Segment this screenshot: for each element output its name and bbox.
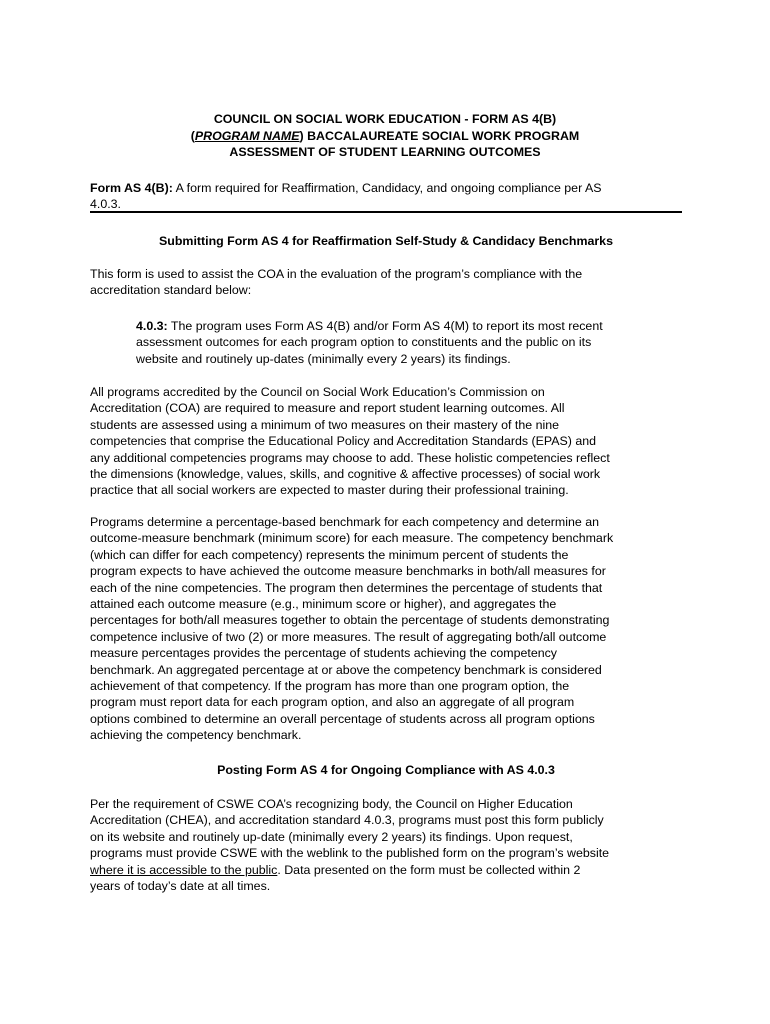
form-desc-line-2: 4.0.3. <box>90 197 122 212</box>
document-title <box>90 111 680 161</box>
program-name-placeholder: PROGRAM NAME <box>194 128 300 143</box>
para-line: each of the nine competencies. The program then determines the percentage of students that <box>90 580 603 595</box>
title-line-1: COUNCIL ON SOCIAL WORK EDUCATION - FORM AS 4(B) <box>213 112 557 126</box>
paragraph-programs-accredited <box>90 384 682 499</box>
para-line: students are assessed using a minimum of two measures on their mastery of the nine <box>90 417 560 432</box>
intro-paragraph <box>90 266 682 299</box>
para-line: options combined to determine an overall percentage of students across all program options <box>90 711 595 726</box>
title-line-3: ASSESSMENT OF STUDENT LEARNING OUTCOMES <box>229 145 541 160</box>
standard-line: assessment outcomes for each program option to constituents and the public on its <box>136 335 592 350</box>
standard-line: The program uses Form AS 4(B) and/or Form AS 4(M) to report its most recent <box>167 319 603 333</box>
para-line: on its website and routinely up-date (minimally every 2 years) its findings. Upon request, <box>90 829 573 844</box>
para-line: program must report data for each program option, and also an aggregate of all program <box>90 695 575 710</box>
para-line: the dimensions (knowledge, values, skills, and cognitive & affective processes) of social work <box>90 467 601 482</box>
para-line: competence inclusive of two (2) or more measures. The result of aggregating both/all outcome <box>90 629 607 644</box>
para-line: measure percentages provides the percentage of students achieving the competency <box>90 646 558 661</box>
horizontal-rule <box>90 211 682 213</box>
para-line: All programs accredited by the Council on Social Work Education’s Commission on <box>90 385 545 399</box>
standard-line: website and routinely up-dates (minimally every 2 years) its findings. <box>136 351 511 366</box>
intro-line: This form is used to assist the COA in the evaluation of the program’s compliance with the <box>90 267 583 281</box>
para-line-continuation: . Data presented on the form must be collected within 2 <box>277 862 581 877</box>
para-line: practice that all social workers are expected to master during their professional training. <box>90 483 569 498</box>
para-line: years of today’s date at all times. <box>90 879 271 894</box>
para-line: percentages for both/all measures together to obtain the percentage of students demonstrating <box>90 613 610 628</box>
paragraph-posting <box>90 796 682 894</box>
para-line: achieving the competency benchmark. <box>90 728 302 743</box>
form-desc-line-1: A form required for Reaffirmation, Candidacy, and ongoing compliance per AS <box>172 181 602 195</box>
standard-label: 4.0.3: <box>136 319 168 333</box>
title-line-2-rest: ) BACCALAUREATE SOCIAL WORK PROGRAM <box>299 128 580 143</box>
form-label: Form AS 4(B): <box>90 181 173 195</box>
title-line-2 <box>90 128 680 145</box>
para-line: Programs determine a percentage-based benchmark for each competency and determine an <box>90 515 599 529</box>
para-line: programs must provide CSWE with the weblink to the published form on the program’s website <box>90 846 610 861</box>
section-heading-submitting: Submitting Form AS 4 for Reaffirmation Self-Study & Candidacy Benchmarks <box>159 234 613 248</box>
para-line: Accreditation (COA) are required to measure and report student learning outcomes. All <box>90 401 565 416</box>
para-line: Per the requirement of CSWE COA’s recognizing body, the Council on Higher Education <box>90 797 573 811</box>
para-line: competencies that comprise the Educational Policy and Accreditation Standards (EPAS) and <box>90 434 597 449</box>
form-description <box>90 180 684 213</box>
title-paren-open: ( <box>190 128 195 143</box>
para-line: (which can differ for each competency) represents the minimum percent of students the <box>90 547 569 562</box>
para-line: Accreditation (CHEA), and accreditation standard 4.0.3, programs must post this form publicly <box>90 813 604 828</box>
para-line: outcome-measure benchmark (minimum score) for each measure. The competency benchmark <box>90 531 614 546</box>
paragraph-benchmarks <box>90 514 682 744</box>
intro-line: accreditation standard below: <box>90 283 252 298</box>
para-line: any additional competencies programs may choose to add. These holistic competencies reflect <box>90 450 610 465</box>
para-line: program expects to have achieved the outcome measure benchmarks in both/all measures for <box>90 564 606 579</box>
standard-403-block <box>136 318 676 367</box>
para-line: benchmark. An aggregated percentage at or above the competency benchmark is considered <box>90 662 602 677</box>
para-line: achievement of that competency. If the program has more than one program option, the <box>90 679 570 694</box>
section-heading-posting: Posting Form AS 4 for Ongoing Compliance with AS 4.0.3 <box>217 763 555 777</box>
para-line: attained each outcome measure (e.g., minimum score or higher), and aggregates the <box>90 597 557 612</box>
underlined-phrase: where it is accessible to the public <box>90 862 278 877</box>
